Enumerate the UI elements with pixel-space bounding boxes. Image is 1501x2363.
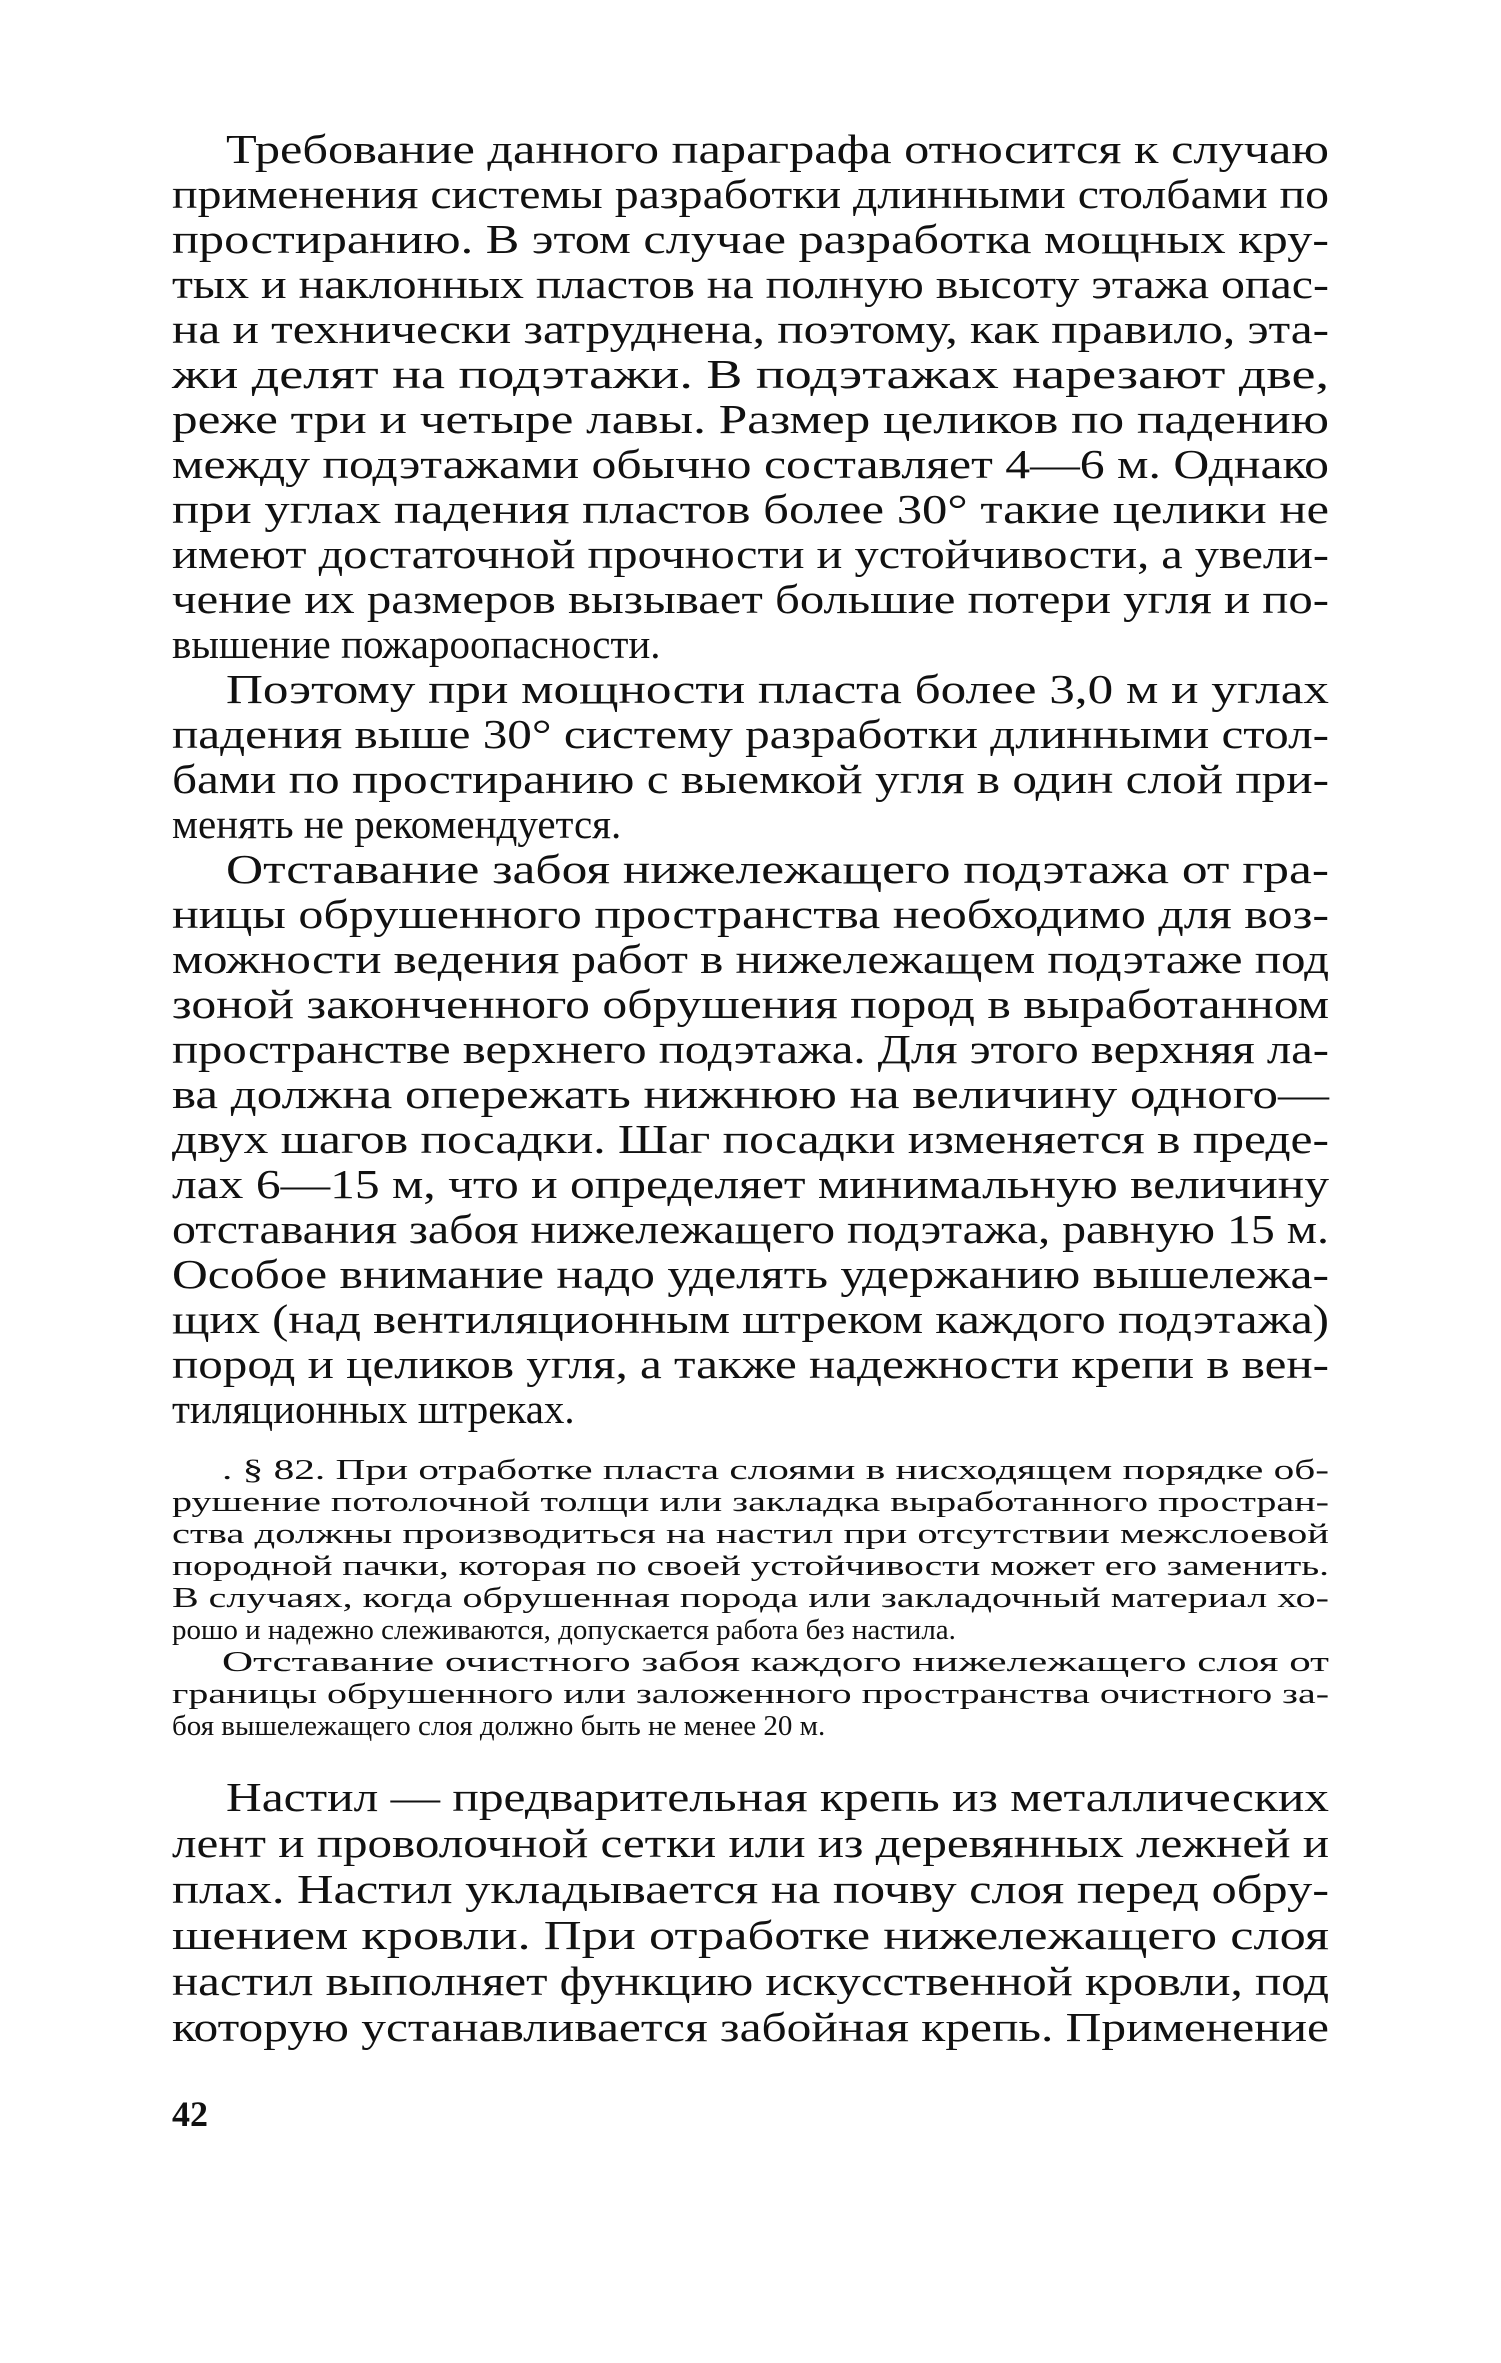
text-line: тых и наклонных пластов на полную высоту этажа опас- [172,261,1329,307]
text-line: лах 6—15 м, что и определяет минимальную величину [172,1161,1329,1207]
text-line: на и технически затруднена, поэтому, как правило, эта- [172,306,1329,352]
text-line: настил выполняет функцию искусственной кровли, под [172,1958,1329,2004]
text-line: при углах падения пластов более 30° такие целики не [172,486,1329,532]
rule-text-line: породной пачки, которая по своей устойчивости может его заменить. [172,1550,1329,1582]
text-line: бами по простиранию с выемкой угля в один слой при- [172,756,1329,802]
text-line: Требование данного параграфа относится к случаю [226,126,1329,172]
text-line: имеют достаточной прочности и устойчивости, а увели- [172,531,1329,577]
text-line: ва должна опережать нижнюю на величину одного— [172,1071,1329,1117]
text-line: ницы обрушенного пространства необходимо для воз- [172,891,1329,937]
rule-text-line: границы обрушенного или заложенного пространства очистного за- [172,1678,1329,1710]
page-number: 42 [172,2094,208,2134]
text-line: пород и целиков угля, а также надежности крепи в вен- [172,1341,1329,1387]
text-line: применения системы разработки длинными столбами по [172,171,1329,217]
text-line: жи делят на подэтажи. В подэтажах нарезают две, [172,351,1329,397]
text-line: тиляционных штреках. [172,1386,575,1432]
text-line: Отставание забоя нижележащего подэтажа от гра- [226,846,1329,892]
text-line: зоной законченного обрушения пород в выработанном [172,981,1329,1027]
text-line: лент и проволочной сетки или из деревянных лежней и [172,1820,1329,1866]
rule-text-line: В случаях, когда обрушенная порода или закладочный материал хо- [172,1582,1329,1614]
text-line: между подэтажами обычно составляет 4—6 м. Однако [172,441,1329,487]
rule-text-line: боя вышележащего слоя должно быть не менее 20 м. [172,1710,826,1742]
text-line: отставания забоя нижележащего подэтажа, равную 15 м. [172,1206,1329,1252]
text-line: вышение пожароопасности. [172,621,661,667]
rule-text-line: рушение потолочной толщи или закладка выработанного простран- [172,1486,1329,1518]
text-line: щих (над вентиляционным штреком каждого подэтажа) [172,1296,1329,1342]
text-line: можности ведения работ в нижележащем подэтаже под [172,936,1329,982]
text-line: чение их размеров вызывает большие потери угля и по- [172,576,1329,622]
text-line: Особое внимание надо уделять удержанию вышележа- [172,1251,1329,1297]
rule-text-line: . § 82. При отработке пласта слоями в нисходящем порядке об- [222,1454,1329,1486]
text-line: Поэтому при мощности пласта более 3,0 м и углах [226,666,1329,712]
rule-text-line: Отставание очистного забоя каждого нижележащего слоя от [222,1646,1329,1678]
text-line: пространстве верхнего подэтажа. Для этого верхняя ла- [172,1026,1329,1072]
text-line: плах. Настил укладывается на почву слоя перед обру- [172,1866,1329,1912]
text-line: двух шагов посадки. Шаг посадки изменяется в преде- [172,1116,1329,1162]
text-line: шением кровли. При отработке нижележащего слоя [172,1912,1329,1958]
text-line: менять не рекомендуется. [172,801,622,847]
text-line: падения выше 30° систему разработки длинными стол- [172,711,1329,757]
text-line: которую устанавливается забойная крепь. Применение [172,2004,1329,2050]
text-line: реже три и четыре лавы. Размер целиков по падению [172,396,1329,442]
text-line: простиранию. В этом случае разработка мощных кру- [172,216,1329,262]
text-line: Настил — предварительная крепь из металлических [226,1774,1329,1820]
rule-text-line: рошо и надежно слеживаются, допускается работа без настила. [172,1614,956,1646]
rule-text-line: ства должны производиться на настил при отсутствии межслоевой [172,1518,1329,1550]
